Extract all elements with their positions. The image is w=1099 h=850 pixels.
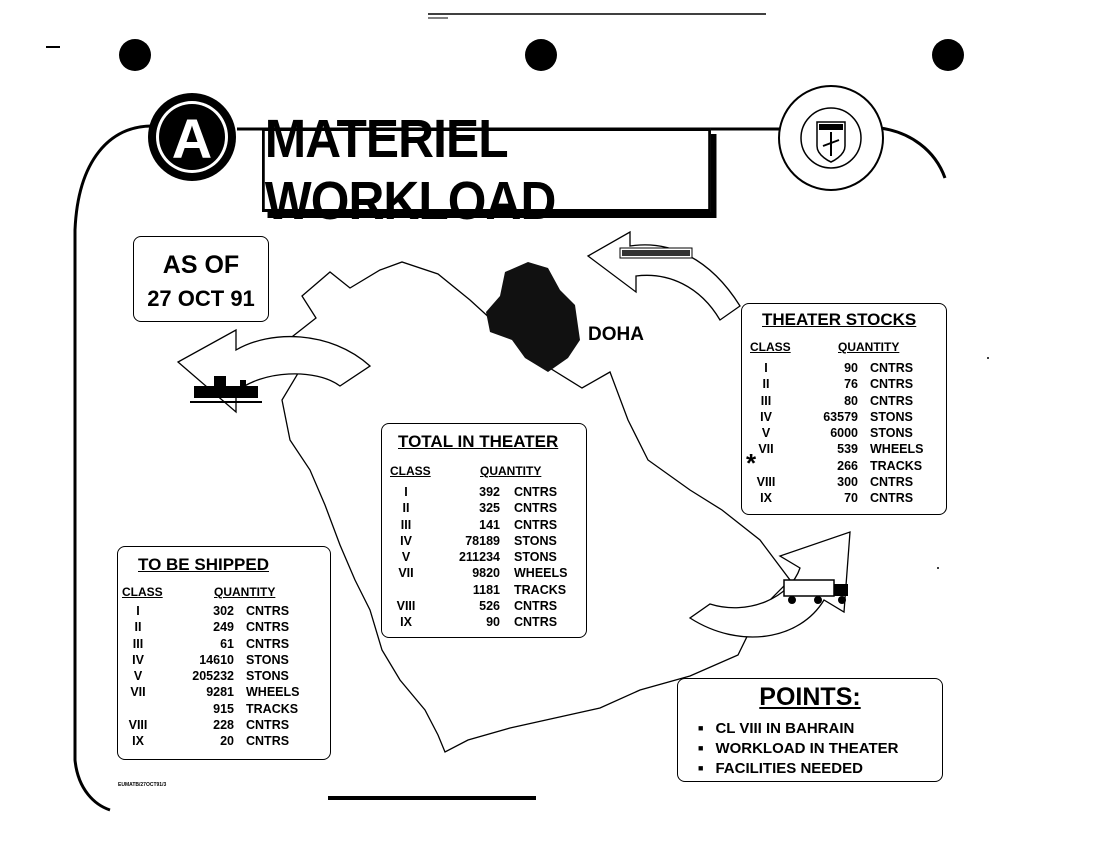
class-cell: IV: [400, 533, 412, 548]
unit-cell: WHEELS: [870, 442, 924, 457]
table-row: [742, 360, 946, 376]
col-header-quantity: QUANTITY: [214, 585, 276, 599]
unit-cell: STONS: [514, 550, 557, 565]
class-cell: II: [134, 620, 142, 635]
quantity-cell: 80: [844, 393, 858, 408]
quantity-cell: 300: [837, 475, 858, 490]
class-cell: II: [402, 501, 410, 516]
footer-code: EUMATB/27OCT91/3: [118, 782, 167, 788]
quantity-cell: 302: [213, 604, 234, 618]
quantity-cell: 14610: [199, 652, 234, 667]
table-row: [742, 376, 946, 392]
unit-cell: STONS: [514, 533, 557, 548]
table-row: [382, 484, 586, 500]
col-header-class: CLASS: [750, 340, 791, 354]
unit-cell: CNTRS: [870, 361, 914, 375]
unit-cell: WHEELS: [246, 685, 300, 700]
quantity-cell: 325: [479, 501, 500, 516]
unit-cell: CNTRS: [870, 491, 914, 506]
quantity-cell: 76: [844, 377, 858, 392]
class-cell: VIII: [128, 718, 148, 733]
quantity-cell: 211234: [458, 550, 500, 565]
class-cell: III: [760, 393, 772, 408]
class-cell: VIII: [396, 599, 416, 614]
unit-cell: CNTRS: [514, 615, 558, 630]
unit-cell: CNTRS: [246, 718, 290, 733]
table-row: [382, 565, 586, 581]
class-cell: V: [761, 426, 771, 441]
class-cell: I: [764, 361, 768, 375]
quantity-cell: 61: [220, 636, 234, 651]
unit-cell: CNTRS: [514, 599, 558, 614]
class-cell: VII: [758, 442, 774, 457]
page-title: MATERIEL WORKLOAD: [262, 128, 711, 212]
class-cell: IX: [132, 734, 144, 749]
class-cell: VIII: [756, 475, 776, 490]
quantity-cell: 141: [479, 517, 500, 532]
as-of-label: AS OF: [162, 251, 240, 279]
table-row: [382, 517, 586, 533]
class-cell: V: [401, 550, 411, 565]
unit-cell: CNTRS: [514, 485, 558, 499]
quantity-cell: 20: [220, 734, 234, 749]
unit-cell: STONS: [870, 426, 913, 441]
point-item: ■ WORKLOAD IN THEATER: [698, 738, 942, 758]
table-row: [382, 549, 586, 565]
quantity-cell: 526: [479, 599, 500, 614]
quantity-cell: 266: [837, 458, 858, 473]
theater-stocks-panel: [741, 303, 947, 515]
class-cell: IV: [760, 409, 772, 424]
col-header-quantity: QUANTITY: [838, 340, 900, 354]
unit-cell: TRACKS: [514, 582, 567, 597]
as-of-box: [133, 236, 269, 322]
class-cell: I: [136, 604, 140, 618]
unit-cell: CNTRS: [514, 501, 558, 516]
unit-cell: CNTRS: [246, 636, 290, 651]
table-row: [742, 393, 946, 409]
table-row: [118, 701, 330, 717]
panel-title: TOTAL IN THEATER: [398, 432, 559, 451]
quantity-cell: 90: [486, 615, 500, 630]
col-header-quantity: QUANTITY: [480, 464, 542, 478]
unit-cell: TRACKS: [246, 701, 299, 716]
table-row: [742, 409, 946, 425]
table-row: [118, 668, 330, 684]
unit-cell: STONS: [246, 652, 289, 667]
table-row: [118, 652, 330, 668]
table-row: [118, 733, 330, 749]
points-title: POINTS:: [759, 683, 861, 711]
quantity-cell: 228: [213, 718, 234, 733]
panel-title: TO BE SHIPPED: [138, 555, 269, 574]
panel-title: THEATER STOCKS: [762, 310, 917, 329]
quantity-cell: 1181: [472, 582, 500, 597]
unit-cell: CNTRS: [514, 517, 558, 532]
command-seal: [777, 84, 885, 192]
col-header-class: CLASS: [122, 585, 163, 599]
points-box: [677, 678, 943, 782]
class-cell: VII: [130, 685, 146, 700]
unit-cell: TRACKS: [870, 458, 923, 473]
army-a-logo: [147, 92, 237, 182]
table-row: [118, 603, 330, 619]
unit-cell: STONS: [870, 409, 913, 424]
quantity-cell: 915: [213, 701, 234, 716]
logo-letter: A: [171, 107, 213, 170]
table-row: [382, 582, 586, 598]
quantity-cell: 6000: [830, 426, 858, 441]
unit-cell: STONS: [246, 669, 289, 684]
quantity-cell: 9281: [206, 685, 234, 700]
class-cell: V: [133, 669, 143, 684]
to-be-shipped-panel: [117, 546, 331, 760]
class-cell: III: [132, 636, 144, 651]
map-label-doha: DOHA: [588, 324, 644, 345]
quantity-cell: 9820: [472, 566, 500, 581]
quantity-cell: 70: [844, 491, 858, 506]
class-cell: II: [762, 377, 770, 392]
table-row: [382, 598, 586, 614]
unit-cell: WHEELS: [514, 566, 568, 581]
table-row: [742, 458, 946, 474]
quantity-cell: 90: [844, 361, 858, 375]
table-row: [382, 614, 586, 630]
table-row: [118, 684, 330, 700]
asterisk-marker: *: [746, 448, 757, 478]
table-row: [742, 441, 946, 457]
col-header-class: CLASS: [390, 464, 431, 478]
quantity-cell: 539: [837, 442, 858, 457]
table-row: [118, 619, 330, 635]
table-row: [382, 500, 586, 516]
table-row: [742, 474, 946, 490]
class-cell: III: [400, 517, 412, 532]
class-cell: IX: [400, 615, 412, 630]
unit-cell: CNTRS: [870, 377, 914, 392]
table-row: [118, 636, 330, 652]
theater-stocks-rows: [742, 360, 946, 507]
class-cell: IV: [132, 652, 144, 667]
quantity-cell: 205232: [192, 669, 234, 684]
point-item: ■ CL VIII IN BAHRAIN: [698, 718, 942, 738]
unit-cell: CNTRS: [246, 620, 290, 635]
table-row: [118, 717, 330, 733]
unit-cell: CNTRS: [870, 475, 914, 490]
as-of-date: 27 OCT 91: [147, 286, 255, 311]
total-in-theater-panel: [381, 423, 587, 638]
class-cell: I: [404, 485, 408, 499]
quantity-cell: 78189: [465, 533, 500, 548]
point-item: ■ FACILITIES NEEDED: [698, 758, 942, 778]
total-in-theater-rows: [382, 484, 586, 631]
class-cell: IX: [760, 491, 772, 506]
quantity-cell: 63579: [823, 409, 858, 424]
table-row: [742, 490, 946, 506]
unit-cell: CNTRS: [870, 393, 914, 408]
unit-cell: CNTRS: [246, 604, 290, 618]
table-row: [382, 533, 586, 549]
quantity-cell: 392: [479, 485, 500, 499]
table-row: [742, 425, 946, 441]
to-be-shipped-rows: [118, 603, 330, 750]
class-cell: VII: [398, 566, 414, 581]
unit-cell: CNTRS: [246, 734, 290, 749]
quantity-cell: 249: [213, 620, 234, 635]
